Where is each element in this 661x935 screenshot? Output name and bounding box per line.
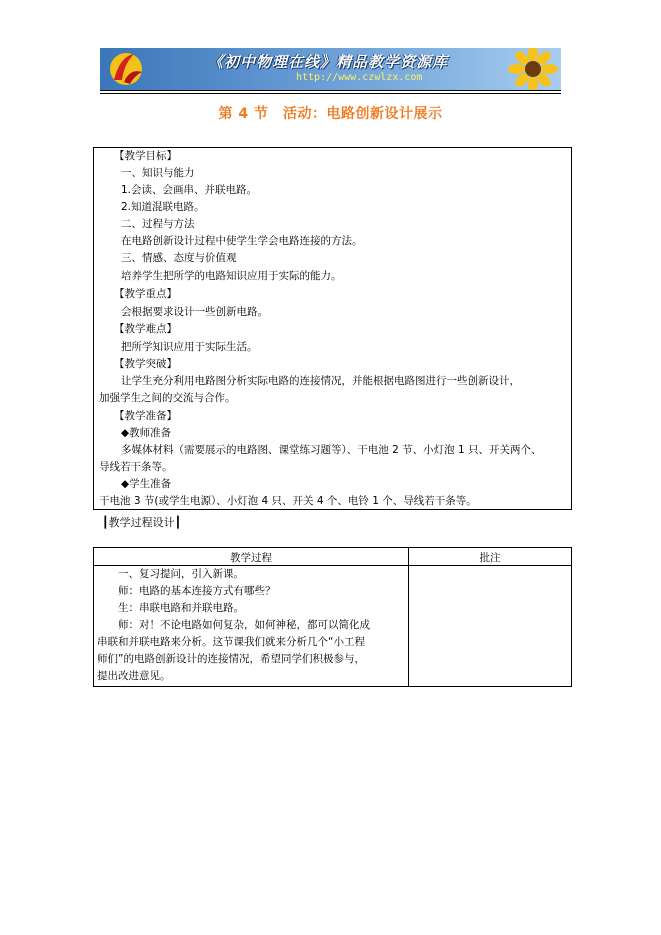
text-line: 一、知识与能力 bbox=[121, 167, 195, 179]
table-text-line: 串联和并联电路来分析。这节课我们就来分析几个“小工程 bbox=[97, 636, 365, 648]
table-text-line: 生：串联电路和并联电路。 bbox=[118, 602, 244, 614]
text-line: 多媒体材料（需要展示的电路图、课堂练习题等）、干电池 2 节、小灯泡 1 只、开关两个、 bbox=[121, 444, 542, 456]
text-line: 【教学目标】 bbox=[114, 150, 177, 162]
text-line: 【教学突破】 bbox=[114, 358, 177, 370]
header-rule bbox=[100, 93, 561, 94]
table-text-line: 师们”的电路创新设计的连接情况，希望同学们积极参与， bbox=[97, 653, 365, 665]
sunflower-icon bbox=[505, 48, 561, 90]
text-line: 三、情感、态度与价值观 bbox=[121, 252, 237, 264]
text-line: 【教学准备】 bbox=[114, 410, 177, 422]
table-text-line: 提出改进意见。 bbox=[97, 670, 171, 682]
text-line: 2.知道混联电路。 bbox=[121, 201, 205, 213]
table-header-process: 教学过程 bbox=[230, 552, 272, 564]
text-line: 让学生充分利用电路图分析实际电路的连接情况，并能根据电路图进行一些创新设计， bbox=[121, 375, 520, 387]
table-text-line: 一、复习提问，引入新课。 bbox=[118, 568, 244, 580]
text-line: 在电路创新设计过程中使学生学会电路连接的方法。 bbox=[121, 235, 363, 247]
table-column-divider bbox=[408, 548, 409, 686]
text-line: 导线若干条等。 bbox=[99, 461, 173, 473]
text-line: ◆学生准备 bbox=[121, 478, 172, 490]
table-text-line: 师：电路的基本连接方式有哪些？ bbox=[118, 585, 276, 597]
page-title: 第 4 节 活动：电路创新设计展示 bbox=[218, 106, 443, 122]
section-tag: ┃教学过程设计┃ bbox=[102, 516, 182, 529]
text-line: 加强学生之间的交流与合作。 bbox=[99, 392, 236, 404]
header-banner bbox=[100, 48, 561, 91]
text-line: 1.会读、会画串、并联电路。 bbox=[121, 184, 258, 196]
table-header-notes: 批注 bbox=[479, 552, 501, 564]
text-line: 【教学难点】 bbox=[114, 323, 177, 335]
table-header-divider bbox=[94, 565, 571, 566]
banner-url: http://www.czwlzx.com bbox=[296, 72, 423, 83]
text-line: ◆教师准备 bbox=[121, 427, 172, 439]
text-line: 【教学重点】 bbox=[114, 288, 177, 300]
site-logo-icon bbox=[104, 50, 148, 88]
text-line: 干电池 3 节(或学生电源）、小灯泡 4 只、开关 4 个、电铃 1 个、导线若干条等。 bbox=[99, 495, 477, 507]
text-line: 培养学生把所学的电路知识应用于实际的能力。 bbox=[121, 270, 342, 282]
table-text-line: 师：对！不论电路如何复杂，如何神秘，都可以简化成 bbox=[118, 619, 370, 631]
text-line: 把所学知识应用于实际生活。 bbox=[121, 341, 258, 353]
text-line: 二、过程与方法 bbox=[121, 218, 195, 230]
text-line: 会根据要求设计一些创新电路。 bbox=[121, 306, 268, 318]
banner-title: 《初中物理在线》精品教学资源库 bbox=[208, 53, 449, 71]
